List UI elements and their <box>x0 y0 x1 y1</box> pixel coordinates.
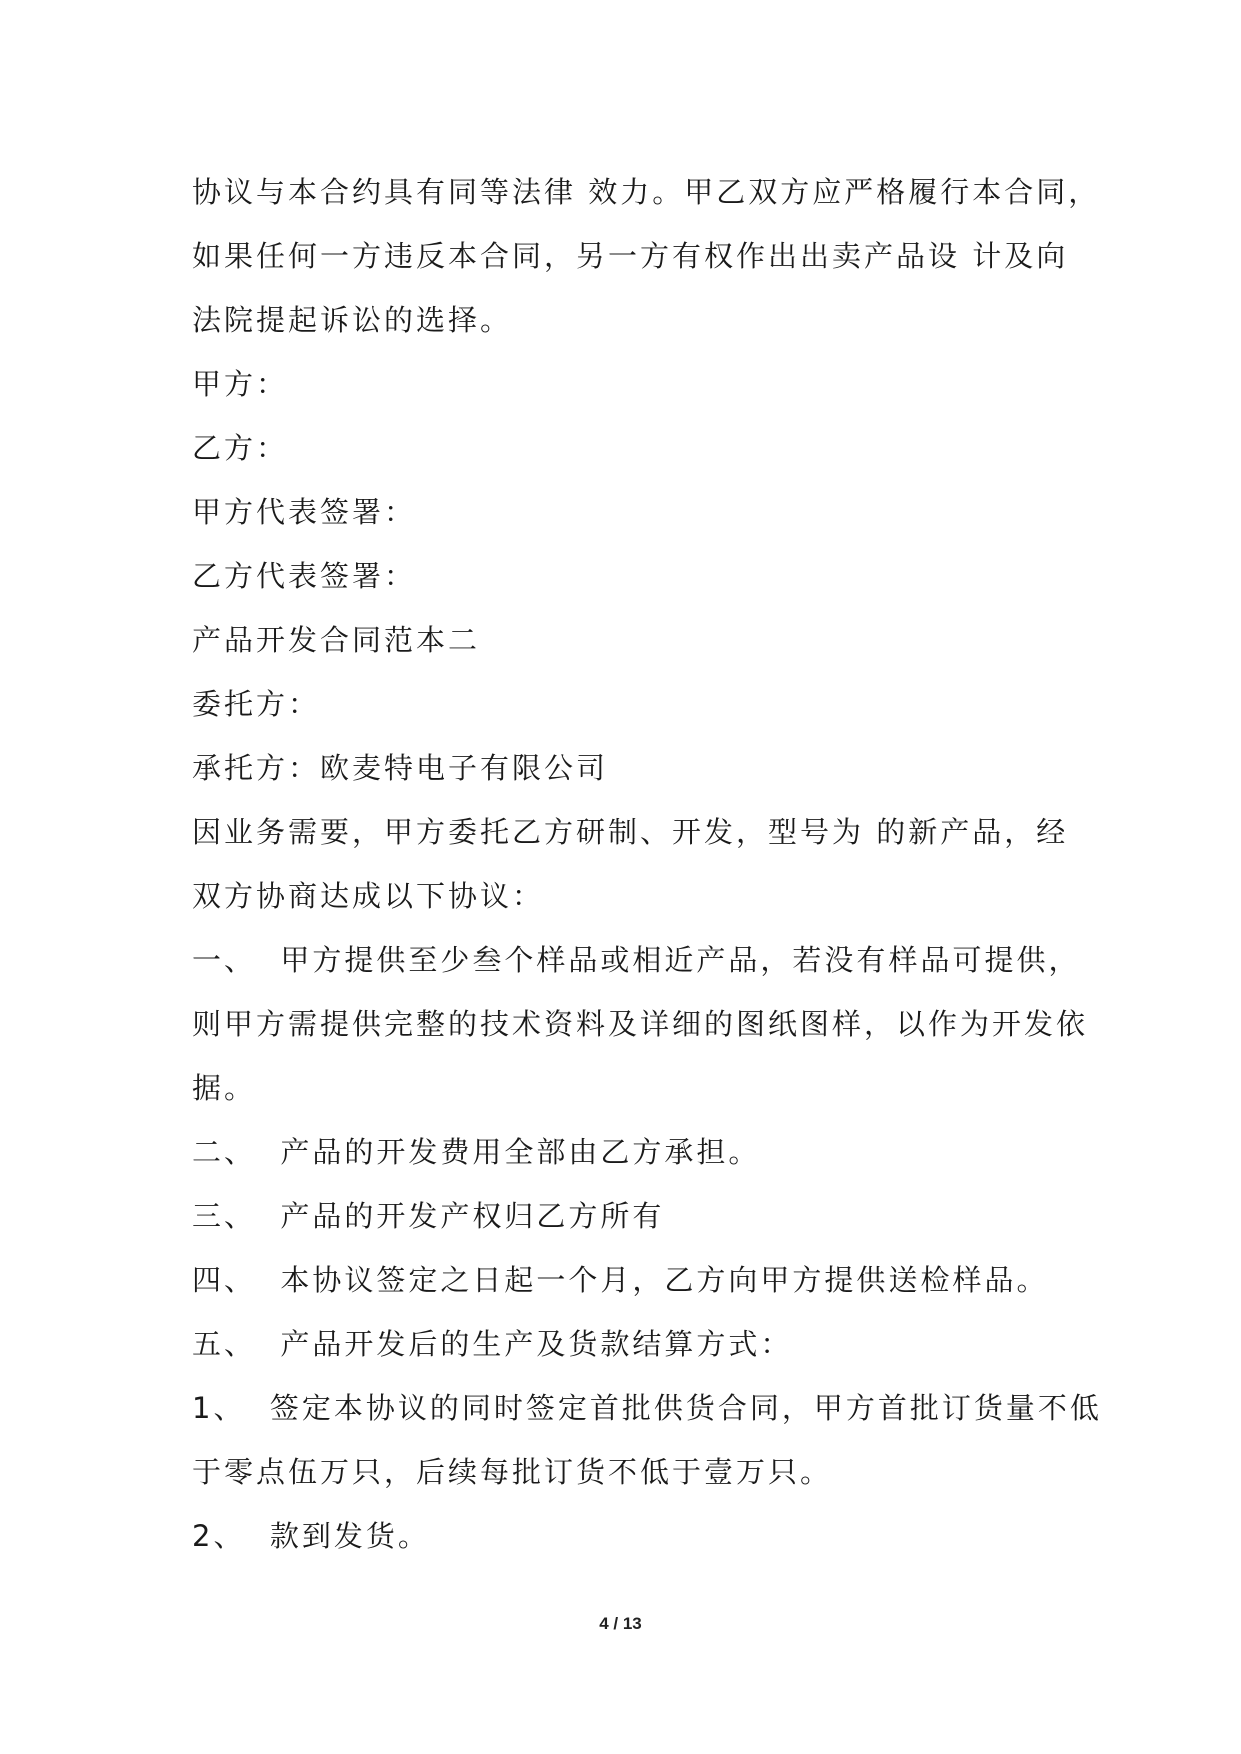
text-line: 于零点伍万只，后续每批订货不低于壹万只。 <box>192 1455 833 1489</box>
party-a-label: 甲方： <box>192 367 289 401</box>
sub-clause-1: 1、 签定本协议的同时签定首批供货合同，甲方首批订货量不低 <box>192 1391 1102 1425</box>
page-number: 4 / 13 <box>599 1614 642 1633</box>
party-a-signature-label: 甲方代表签署： <box>192 495 417 529</box>
text-line: 法院提起诉讼的选择。 <box>192 303 513 337</box>
text-line: 协议与本合约具有同等法律 效力。甲乙双方应严格履行本合同， <box>192 175 1101 209</box>
text-line: 如果任何一方违反本合同，另一方有权作出出卖产品设 计及向 <box>192 239 1069 273</box>
clause-3: 三、 产品的开发产权归乙方所有 <box>192 1199 665 1233</box>
clause-4: 四、 本协议签定之日起一个月，乙方向甲方提供送检样品。 <box>192 1263 1049 1297</box>
clause-1: 一、 甲方提供至少叁个样品或相近产品，若没有样品可提供， <box>192 943 1081 977</box>
text-line: 因业务需要，甲方委托乙方研制、开发，型号为 的新产品，经 <box>192 815 1069 849</box>
contractor-label: 承托方：欧麦特电子有限公司 <box>192 751 609 785</box>
text-line: 则甲方需提供完整的技术资料及详细的图纸图样，以作为开发依 <box>192 1007 1089 1041</box>
party-b-signature-label: 乙方代表签署： <box>192 559 417 593</box>
clause-2: 二、 产品的开发费用全部由乙方承担。 <box>192 1135 761 1169</box>
party-b-label: 乙方： <box>192 431 289 465</box>
text-line: 双方协商达成以下协议： <box>192 879 545 913</box>
client-label: 委托方： <box>192 687 321 721</box>
section-title: 产品开发合同范本二 <box>192 623 481 657</box>
document-body <box>192 160 1102 1568</box>
sub-clause-2: 2、 款到发货。 <box>192 1519 430 1553</box>
text-line: 据。 <box>192 1071 257 1105</box>
clause-5: 五、 产品开发后的生产及货款结算方式： <box>192 1327 793 1361</box>
